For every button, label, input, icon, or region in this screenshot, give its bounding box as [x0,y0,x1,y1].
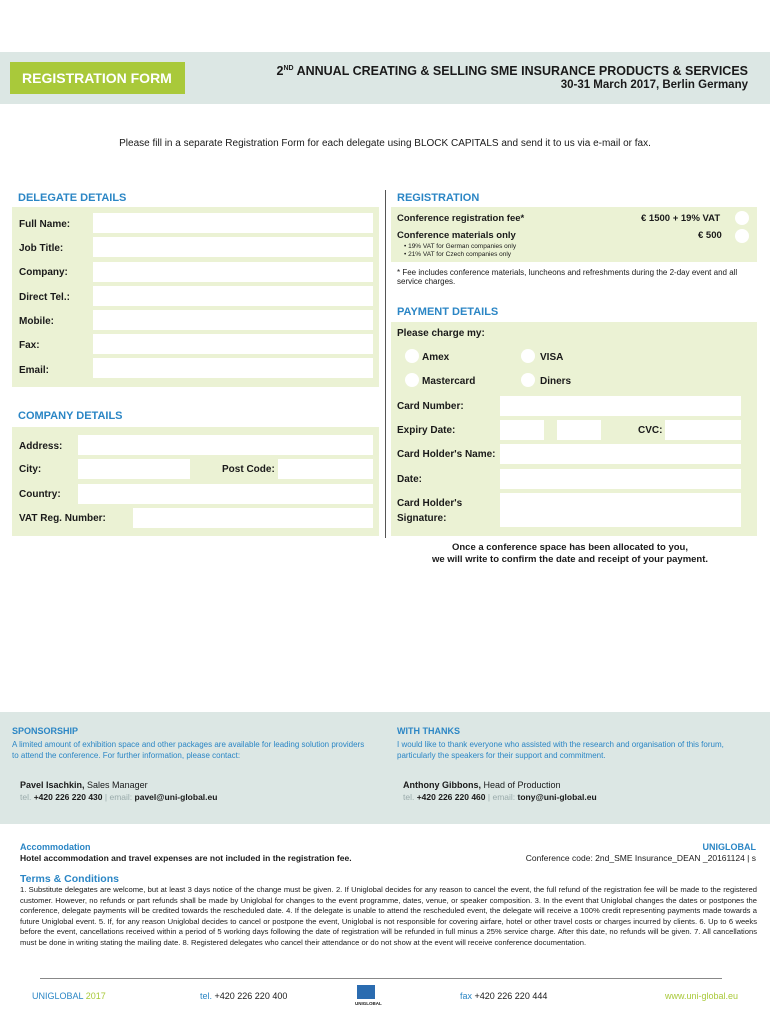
conference-code: Conference code: 2nd_SME Insurance_DEAN _20161124 | s [525,853,756,863]
city-label: City: [19,464,42,475]
charge-label: Please charge my: [397,328,485,339]
production-contact: Anthony Gibbons, Head of Production [403,780,561,790]
footer-divider [40,978,722,979]
delegate-details-title: DELEGATE DETAILS [18,192,127,204]
footer-website[interactable]: www.uni-global.eu [664,991,738,1001]
column-divider [385,190,386,538]
registration-title: REGISTRATION [397,192,480,204]
job-title-label: Job Title: [19,243,64,254]
direct-tel-label: Direct Tel.: [19,292,70,303]
materials-label: Conference materials only [397,230,516,241]
signature-label-1: Card Holder's [397,498,463,509]
email-field[interactable] [93,358,373,378]
card-number-label: Card Number: [397,401,464,412]
cvc-label: CVC: [638,425,663,436]
thanks-text: I would like to thank everyone who assisted with the research and organisation of this forum, particularly the speakers for their support and commitment. [397,740,724,760]
footer-fax: fax +420 226 220 444 [460,991,548,1001]
expiry-label: Expiry Date: [397,425,456,436]
company-label: Company: [19,267,68,278]
event-title: 2ND ANNUAL CREATING & SELLING SME INSURANCE PRODUCTS & SERVICES [276,64,748,78]
visa-label: VISA [540,352,564,363]
intro-text: Please fill in a separate Registration Form for each delegate using BLOCK CAPITALS and send it to us via e-mail or fax. [119,138,651,149]
materials-radio[interactable] [735,229,749,243]
signature-field[interactable] [500,493,741,527]
confirm-line-2: we will write to confirm the date and receipt of your payment. [431,554,709,565]
event-date-place: 30-31 March 2017, Berlin Germany [560,79,748,91]
footer-brand: UNIGLOBAL 2017 [32,991,106,1001]
mobile-field[interactable] [93,310,373,330]
sponsor-contact: Pavel Isachkin, Sales Manager [20,780,148,790]
payment-title: PAYMENT DETAILS [397,306,499,318]
diners-radio[interactable] [521,373,535,387]
company-field[interactable] [93,262,373,282]
thanks-title: WITH THANKS [397,726,460,736]
visa-radio[interactable] [521,349,535,363]
holder-name-field[interactable] [500,444,741,464]
post-code-field[interactable] [278,459,373,479]
terms-title: Terms & Conditions [20,873,119,885]
uniglobal-logo-icon [357,985,375,999]
footer-tel: tel. +420 226 220 400 [200,991,288,1001]
address-label: Address: [19,441,63,452]
full-name-field[interactable] [93,213,373,233]
logo-text: UNIGLOBAL [355,1001,382,1006]
vat-de-note: • 19% VAT for German companies only [404,243,517,250]
date-label: Date: [397,474,423,485]
amex-radio[interactable] [405,349,419,363]
address-field[interactable] [78,435,373,455]
accommodation-title: Accommodation [20,842,91,852]
contacts-band [0,712,770,824]
job-title-field[interactable] [93,237,373,257]
terms-text: 1. Substitute delegates are welcome, but at least 3 days notice of the change must be given. 2. If Uniglobal decides for any reason to cancel the event, the full refund of the registration fee will be made to the registered customer. However, no refunds or part refunds shall be made by Uniglobal for changes to the event programme, dates, venue, or speaker composition. 3. In the event that Uniglobal changes the dates or postpones the conference, delegate payments will be credited towards the rescheduled date. 4. If the delegate is unable to attend the rescheduled event, the delegate will receive a 100% credit representing payments made towards a future Uniglobal event. 5. If, for any reason Uniglobal decides to cancel or postpone the event, Uniglobal is not responsible for covering airfare, hotel or other travel costs or charges incurred by clients. 6. Up to 6 weeks before the event, cancellations received within a period of 5 working days following the date of registration will be refunded in full minus a 25% service charge. After this date, no refunds will be given. 7. All cancellations must be done in writing stating the mailing date. 8. Registered delegates who cancel their attendance or do not show at the event will receive conference documentation. [20,885,757,947]
vat-label: VAT Reg. Number: [19,513,106,524]
fax-label: Fax: [19,340,40,351]
mastercard-radio[interactable] [405,373,419,387]
amex-label: Amex [422,352,450,363]
sponsorship-title: SPONSORSHIP [12,726,79,736]
country-field[interactable] [78,484,373,504]
fee-footnote: * Fee includes conference materials, luncheons and refreshments during the 2-day event and all service charges. [397,268,738,286]
cvc-field[interactable] [665,420,741,440]
fee-radio[interactable] [735,211,749,225]
direct-tel-field[interactable] [93,286,373,306]
holder-name-label: Card Holder's Name: [397,449,496,460]
expiry-month-field[interactable] [500,420,544,440]
full-name-label: Full Name: [19,219,71,230]
signature-label-2: Signature: [397,513,447,524]
production-contact-details: tel. +420 226 220 460 | email: tony@uni-global.eu [403,792,597,802]
vat-cz-note: • 21% VAT for Czech companies only [404,251,512,258]
diners-label: Diners [540,376,572,387]
card-number-field[interactable] [500,396,741,416]
sponsorship-text: A limited amount of exhibition space and other packages are available for leading solution providers to attend the conference. For further information, please contact: [12,740,365,760]
mastercard-label: Mastercard [422,376,476,387]
sponsor-contact-details: tel. +420 226 220 430 | email: pavel@uni-global.eu [20,792,218,802]
form-label: REGISTRATION FORM [10,62,185,94]
email-label: Email: [19,365,50,376]
confirmation-text [390,542,750,566]
confirm-line-1: Once a conference space has been allocated to you, [451,542,688,553]
city-field[interactable] [78,459,190,479]
vat-field[interactable] [133,508,373,528]
fax-field[interactable] [93,334,373,354]
fee-price: € 1500 + 19% VAT [641,213,721,224]
mobile-label: Mobile: [19,316,54,327]
fee-label: Conference registration fee* [397,213,525,224]
company-details-title: COMPANY DETAILS [18,410,123,422]
country-label: Country: [19,489,61,500]
post-code-label: Post Code: [222,464,275,475]
uniglobal-brand: UNIGLOBAL [702,842,756,852]
expiry-year-field[interactable] [557,420,601,440]
date-field[interactable] [500,469,741,489]
materials-price: € 500 [698,230,722,241]
accommodation-text: Hotel accommodation and travel expenses are not included in the registration fee. [20,853,352,863]
